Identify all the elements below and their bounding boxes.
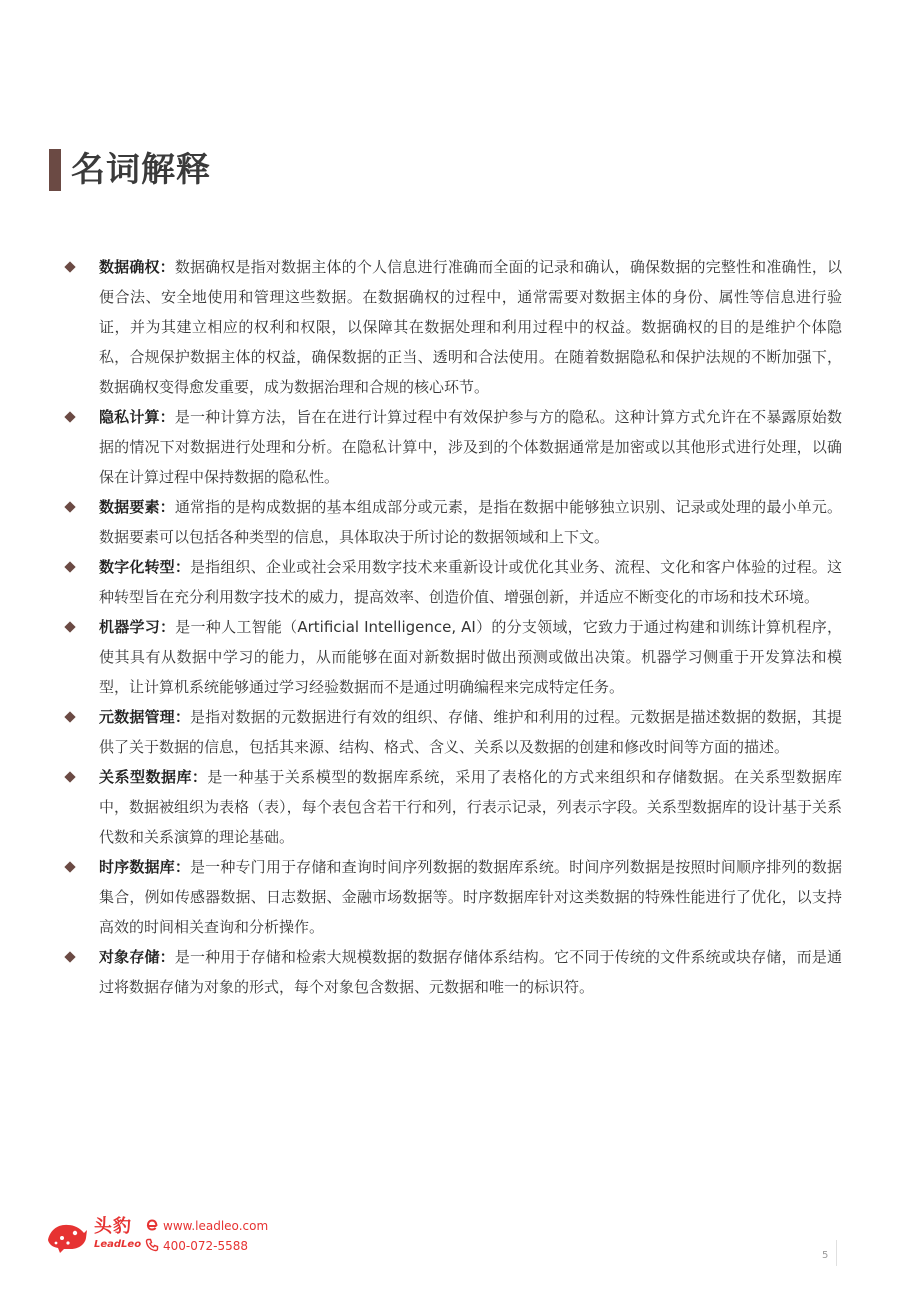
footer-brand xyxy=(44,1216,274,1258)
glossary-item xyxy=(62,252,842,402)
page-title-block xyxy=(49,148,211,192)
diamond-bullet-icon xyxy=(64,771,75,782)
term-definition: 通常指的是构成数据的基本组成部分或元素，是指在数据中能够独立识别、记录或处理的最小单元。数据要素可以包括各种类型的信息，具体取决于所讨论的数据领域和上下文。 xyxy=(99,498,842,546)
term-definition: 数据确权是指对数据主体的个人信息进行准确而全面的记录和确认，确保数据的完整性和准确性，以便合法、安全地使用和管理这些数据。在数据确权的过程中，通常需要对数据主体的身份、属性等信息进行验证，并为其建立相应的权利和权限，以保障其在数据处理和利用过程中的权益。数据确权的目的是维护个体隐私，合规保护数据主体的权益，确保数据的正当、透明和合法使用。在随着数据隐私和保护法规的不断加强下，数据确权变得愈发重要，成为数据治理和合规的核心环节。 xyxy=(99,258,842,396)
glossary-item xyxy=(62,942,842,1002)
term-name: 对象存储： xyxy=(99,948,175,966)
glossary-item xyxy=(62,762,842,852)
diamond-bullet-icon xyxy=(64,561,75,572)
term-definition: 是指组织、企业或社会采用数字技术来重新设计或优化其业务、流程、文化和客户体验的过程。这种转型旨在充分利用数字技术的威力，提高效率、创造价值、增强创新，并适应不断变化的市场和技术环境。 xyxy=(99,558,842,606)
phone-number: 400-072-5588 xyxy=(163,1239,249,1253)
glossary-item xyxy=(62,612,842,702)
diamond-bullet-icon xyxy=(64,951,75,962)
page-title: 名词解释 xyxy=(71,150,211,190)
glossary-item xyxy=(62,702,842,762)
brand-name-en: LeadLeo xyxy=(94,1239,142,1250)
diamond-bullet-icon xyxy=(64,411,75,422)
term-name: 元数据管理： xyxy=(99,708,190,726)
diamond-bullet-icon xyxy=(64,711,75,722)
phone-icon xyxy=(145,1238,159,1252)
term-name: 数据确权： xyxy=(99,258,175,276)
glossary-item xyxy=(62,492,842,552)
diamond-bullet-icon xyxy=(64,501,75,512)
term-name: 机器学习： xyxy=(99,618,176,636)
diamond-bullet-icon xyxy=(64,621,75,632)
diamond-bullet-icon xyxy=(64,861,75,872)
term-definition: 是一种用于存储和检索大规模数据的数据存储体系结构。它不同于传统的文件系统或块存储，而是通过将数据存储为对象的形式，每个对象包含数据、元数据和唯一的标识符。 xyxy=(99,948,842,996)
term-definition: 是一种专门用于存储和查询时间序列数据的数据库系统。时间序列数据是按照时间顺序排列的数据集合，例如传感器数据、日志数据、金融市场数据等。时序数据库针对这类数据的特殊性能进行了优化，以支持高效的时间相关查询和分析操作。 xyxy=(99,858,842,936)
brand-name-cn: 头豹 xyxy=(94,1216,132,1237)
glossary-item xyxy=(62,402,842,492)
page-number: 5 xyxy=(822,1250,829,1261)
term-definition: 是一种基于关系模型的数据库系统，采用了表格化的方式来组织和存储数据。在关系型数据库中，数据被组织为表格（表），每个表包含若干行和列，行表示记录，列表示字段。关系型数据库的设计基于关系代数和关系演算的理论基础。 xyxy=(99,768,842,846)
term-name: 隐私计算： xyxy=(99,408,175,426)
term-definition: 是一种计算方法，旨在在进行计算过程中有效保护参与方的隐私。这种计算方式允许在不暴露原始数据的情况下对数据进行处理和分析。在隐私计算中，涉及到的个体数据通常是加密或以其他形式进行处理，以确保在计算过程中保持数据的隐私性。 xyxy=(99,408,842,486)
glossary-item xyxy=(62,852,842,942)
glossary-item xyxy=(62,552,842,612)
website-e-icon xyxy=(145,1218,159,1232)
term-name: 数字化转型： xyxy=(99,558,190,576)
term-definition: 是一种人工智能（Artificial Intelligence, AI）的分支领域，它致力于通过构建和训练计算机程序，使其具有从数据中学习的能力，从而能够在面对新数据时做出预测或做出决策。机器学习侧重于开发算法和模型，让计算机系统能够通过学习经验数据而不是通过明确编程来完成特定任务。 xyxy=(99,618,842,696)
term-name: 时序数据库： xyxy=(99,858,190,876)
title-accent-bar xyxy=(49,149,61,191)
glossary-list xyxy=(62,252,842,1002)
leopard-logo-icon xyxy=(44,1218,88,1254)
diamond-bullet-icon xyxy=(64,261,75,272)
term-definition: 是指对数据的元数据进行有效的组织、存储、维护和利用的过程。元数据是描述数据的数据，其提供了关于数据的信息，包括其来源、结构、格式、含义、关系以及数据的创建和修改时间等方面的描述。 xyxy=(99,708,842,756)
page-number-divider xyxy=(836,1240,837,1266)
term-name: 数据要素： xyxy=(99,498,175,516)
term-name: 关系型数据库： xyxy=(99,768,208,786)
website-link[interactable]: www.leadleo.com xyxy=(163,1219,269,1233)
